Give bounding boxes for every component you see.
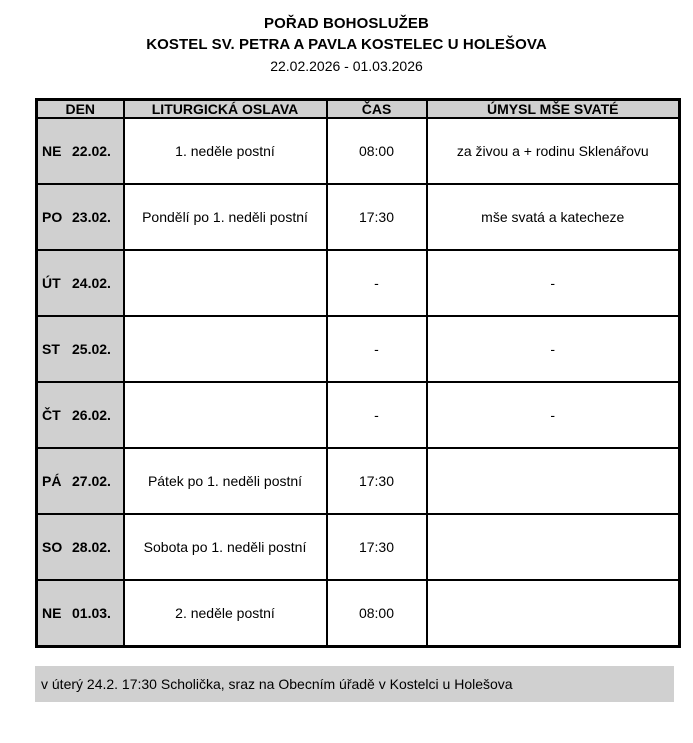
intention-cell [427, 448, 680, 514]
day-date: 26.02. [72, 407, 111, 423]
table-row [37, 118, 680, 184]
day-date: 25.02. [72, 341, 111, 357]
day-cell [37, 118, 124, 184]
intention-cell: - [427, 316, 680, 382]
time-cell: - [327, 250, 427, 316]
table-row [37, 580, 680, 646]
celebration-cell [124, 382, 327, 448]
day-cell [37, 250, 124, 316]
footer-note: v úterý 24.2. 17:30 Scholička, sraz na Obecním úřadě v Kostelci u Holešova [35, 666, 674, 702]
celebration-cell: Pátek po 1. neděli postní [124, 448, 327, 514]
day-abbreviation: PÁ [42, 473, 62, 489]
day-cell [37, 382, 124, 448]
intention-cell: mše svatá a katecheze [427, 184, 680, 250]
column-header-cas: ČAS [327, 100, 427, 119]
day-abbreviation: ČT [42, 407, 61, 423]
day-abbreviation: ÚT [42, 275, 61, 291]
celebration-cell [124, 316, 327, 382]
day-cell [37, 580, 124, 646]
day-cell [37, 316, 124, 382]
celebration-cell [124, 250, 327, 316]
table-row [37, 382, 680, 448]
table-row [37, 184, 680, 250]
intention-cell [427, 514, 680, 580]
day-date: 23.02. [72, 209, 111, 225]
table-row [37, 316, 680, 382]
date-range: 22.02.2026 - 01.03.2026 [270, 58, 423, 74]
column-header-den: DEN [37, 100, 124, 119]
table-row [37, 448, 680, 514]
column-header-liturgicka-oslava: LITURGICKÁ OSLAVA [124, 100, 327, 119]
time-cell: 17:30 [327, 448, 427, 514]
time-cell: - [327, 316, 427, 382]
day-abbreviation: ST [42, 341, 60, 357]
day-date: 28.02. [72, 539, 111, 555]
intention-cell: - [427, 382, 680, 448]
table-row [37, 514, 680, 580]
time-cell: 08:00 [327, 118, 427, 184]
day-cell [37, 514, 124, 580]
page-header [0, 0, 693, 78]
celebration-cell: Pondělí po 1. neděli postní [124, 184, 327, 250]
time-cell: 17:30 [327, 514, 427, 580]
day-date: 24.02. [72, 275, 111, 291]
day-abbreviation: SO [42, 539, 63, 555]
column-header-umysl-mse-svate: ÚMYSL MŠE SVATÉ [427, 100, 680, 119]
page-subtitle: KOSTEL SV. PETRA A PAVLA KOSTELEC U HOLEŠOVA [146, 36, 547, 53]
time-cell: 17:30 [327, 184, 427, 250]
celebration-cell: 1. neděle postní [124, 118, 327, 184]
day-abbreviation: NE [42, 143, 62, 159]
day-cell [37, 448, 124, 514]
schedule-table [35, 98, 681, 648]
table-row [37, 250, 680, 316]
time-cell: 08:00 [327, 580, 427, 646]
intention-cell: - [427, 250, 680, 316]
page-title: POŘAD BOHOSLUŽEB [264, 15, 429, 32]
intention-cell [427, 580, 680, 646]
day-date: 22.02. [72, 143, 111, 159]
celebration-cell: 2. neděle postní [124, 580, 327, 646]
celebration-cell: Sobota po 1. neděli postní [124, 514, 327, 580]
time-cell: - [327, 382, 427, 448]
day-abbreviation: NE [42, 604, 62, 621]
intention-cell: za živou a + rodinu Sklenářovu [427, 118, 680, 184]
schedule-table-body [37, 118, 680, 646]
day-date: 27.02. [72, 473, 111, 489]
day-cell [37, 184, 124, 250]
day-date: 01.03. [72, 604, 111, 621]
table-header-row [37, 100, 680, 119]
day-abbreviation: PO [42, 209, 63, 225]
